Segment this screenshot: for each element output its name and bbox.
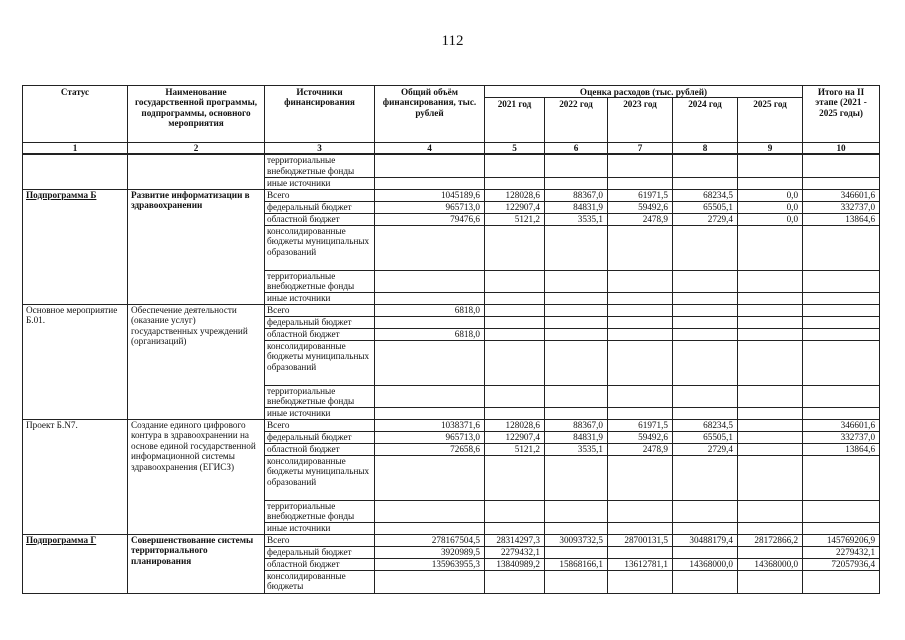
header-total: Общий объём финансирования, тыс. рублей (375, 86, 485, 143)
value-cell (803, 304, 880, 316)
value-cell (375, 270, 485, 292)
value-cell: 346601,6 (803, 189, 880, 201)
source-cell: территориальные внебюджетные фонды (265, 500, 375, 522)
value-cell (545, 546, 608, 558)
value-cell: 128028,6 (485, 419, 545, 431)
table-row (23, 419, 880, 431)
source-cell: консолидированные бюджеты муниципальных образований (265, 340, 375, 385)
value-cell (608, 304, 673, 316)
value-cell: 13612781,1 (608, 558, 673, 570)
value-cell (673, 522, 738, 534)
source-cell: федеральный бюджет (265, 431, 375, 443)
value-cell (485, 316, 545, 328)
value-cell (545, 340, 608, 385)
value-cell (738, 385, 803, 407)
value-cell: 88367,0 (545, 419, 608, 431)
column-number: 3 (265, 143, 375, 155)
source-cell: Всего (265, 419, 375, 431)
value-cell (375, 177, 485, 189)
value-cell: 332737,0 (803, 201, 880, 213)
value-cell (608, 500, 673, 522)
value-cell (545, 522, 608, 534)
value-cell (803, 270, 880, 292)
column-number-row (23, 143, 880, 155)
value-cell (375, 500, 485, 522)
value-cell (673, 154, 738, 177)
value-cell: 13864,6 (803, 443, 880, 455)
value-cell (375, 154, 485, 177)
name-cell: Обеспечение деятельности (оказание услуг) государственных учреждений (организаций) (128, 304, 265, 419)
value-cell: 72658,6 (375, 443, 485, 455)
table-row (23, 154, 880, 177)
header-year: 2021 год (485, 98, 545, 143)
financing-table (22, 85, 880, 594)
value-cell: 6818,0 (375, 304, 485, 316)
value-cell: 965713,0 (375, 431, 485, 443)
value-cell (485, 340, 545, 385)
value-cell (375, 455, 485, 500)
value-cell (485, 270, 545, 292)
value-cell (485, 304, 545, 316)
status-cell: Подпрограмма Б (23, 189, 128, 304)
value-cell: 1045189,6 (375, 189, 485, 201)
value-cell (545, 270, 608, 292)
header-year: 2023 год (608, 98, 673, 143)
value-cell (673, 570, 738, 593)
value-cell: 28700131,5 (608, 534, 673, 546)
value-cell: 0,0 (738, 213, 803, 225)
source-cell: консолидированные бюджеты муниципальных образований (265, 455, 375, 500)
value-cell (485, 407, 545, 419)
value-cell: 278167504,5 (375, 534, 485, 546)
table-row (23, 534, 880, 546)
value-cell (803, 154, 880, 177)
value-cell (738, 316, 803, 328)
source-cell: областной бюджет (265, 328, 375, 340)
source-cell: иные источники (265, 292, 375, 304)
value-cell (545, 500, 608, 522)
value-cell (485, 225, 545, 270)
value-cell (608, 546, 673, 558)
value-cell: 5121,2 (485, 213, 545, 225)
value-cell (738, 304, 803, 316)
value-cell: 145769206,9 (803, 534, 880, 546)
value-cell: 59492,6 (608, 431, 673, 443)
source-cell: федеральный бюджет (265, 546, 375, 558)
column-number: 10 (803, 143, 880, 155)
value-cell (803, 522, 880, 534)
value-cell: 68234,5 (673, 419, 738, 431)
source-cell: иные источники (265, 177, 375, 189)
value-cell: 2729,4 (673, 443, 738, 455)
name-cell: Развитие информатизации в здравоохранении (128, 189, 265, 304)
value-cell (673, 455, 738, 500)
value-cell (738, 292, 803, 304)
value-cell: 14368000,0 (738, 558, 803, 570)
value-cell: 332737,0 (803, 431, 880, 443)
value-cell (485, 522, 545, 534)
source-cell: федеральный бюджет (265, 201, 375, 213)
value-cell: 2478,9 (608, 213, 673, 225)
column-number: 4 (375, 143, 485, 155)
value-cell: 79476,6 (375, 213, 485, 225)
value-cell (738, 225, 803, 270)
page-number: 112 (441, 33, 464, 49)
header-stage-total: Итого на II этапе (2021 - 2025 годы) (803, 86, 880, 143)
value-cell (545, 385, 608, 407)
column-number: 2 (128, 143, 265, 155)
value-cell (545, 316, 608, 328)
source-cell: территориальные внебюджетные фонды (265, 270, 375, 292)
value-cell (673, 292, 738, 304)
value-cell: 3535,1 (545, 213, 608, 225)
value-cell: 0,0 (738, 189, 803, 201)
value-cell (738, 154, 803, 177)
value-cell: 965713,0 (375, 201, 485, 213)
value-cell: 15868166,1 (545, 558, 608, 570)
value-cell (673, 328, 738, 340)
name-cell (128, 154, 265, 189)
value-cell (673, 500, 738, 522)
value-cell (673, 177, 738, 189)
value-cell: 61971,5 (608, 419, 673, 431)
value-cell (608, 522, 673, 534)
value-cell (608, 177, 673, 189)
value-cell (485, 570, 545, 593)
status-cell: Проект Б.N7. (23, 419, 128, 534)
value-cell (375, 225, 485, 270)
value-cell (608, 340, 673, 385)
column-number: 8 (673, 143, 738, 155)
value-cell (738, 546, 803, 558)
value-cell (738, 328, 803, 340)
value-cell: 61971,5 (608, 189, 673, 201)
value-cell (608, 407, 673, 419)
value-cell (545, 154, 608, 177)
value-cell: 84831,9 (545, 201, 608, 213)
source-cell: иные источники (265, 407, 375, 419)
value-cell: 122907,4 (485, 431, 545, 443)
value-cell (375, 292, 485, 304)
source-cell: территориальные внебюджетные фонды (265, 154, 375, 177)
value-cell (485, 500, 545, 522)
value-cell: 84831,9 (545, 431, 608, 443)
column-number: 6 (545, 143, 608, 155)
value-cell (545, 455, 608, 500)
value-cell: 65505,1 (673, 201, 738, 213)
value-cell (738, 270, 803, 292)
source-cell: иные источники (265, 522, 375, 534)
value-cell (545, 225, 608, 270)
status-cell: Основное мероприятие Б.01. (23, 304, 128, 419)
value-cell (673, 385, 738, 407)
value-cell: 28314297,3 (485, 534, 545, 546)
value-cell (485, 455, 545, 500)
value-cell (738, 340, 803, 385)
value-cell (608, 316, 673, 328)
value-cell (375, 385, 485, 407)
value-cell (738, 443, 803, 455)
value-cell (738, 177, 803, 189)
value-cell (673, 304, 738, 316)
value-cell (803, 225, 880, 270)
value-cell (673, 407, 738, 419)
column-number: 5 (485, 143, 545, 155)
value-cell (673, 225, 738, 270)
value-cell (803, 177, 880, 189)
value-cell: 2478,9 (608, 443, 673, 455)
source-cell: Всего (265, 189, 375, 201)
table-row (23, 189, 880, 201)
header-year: 2022 год (545, 98, 608, 143)
value-cell: 30093732,5 (545, 534, 608, 546)
value-cell: 88367,0 (545, 189, 608, 201)
value-cell (608, 385, 673, 407)
value-cell (485, 328, 545, 340)
value-cell: 3920989,5 (375, 546, 485, 558)
value-cell (673, 340, 738, 385)
value-cell: 2279432,1 (803, 546, 880, 558)
value-cell (673, 316, 738, 328)
header-year: 2025 год (738, 98, 803, 143)
value-cell (375, 522, 485, 534)
value-cell (608, 292, 673, 304)
source-cell: федеральный бюджет (265, 316, 375, 328)
value-cell (738, 500, 803, 522)
value-cell (485, 385, 545, 407)
name-cell: Создание единого цифрового контура в здравоохранении на основе единой государственной информационной системы здравоохранения (ЕГИСЗ) (128, 419, 265, 534)
value-cell (803, 455, 880, 500)
value-cell: 30488179,4 (673, 534, 738, 546)
table-row (23, 304, 880, 316)
value-cell (803, 407, 880, 419)
value-cell: 0,0 (738, 201, 803, 213)
value-cell (608, 225, 673, 270)
value-cell (608, 455, 673, 500)
header-year: 2024 год (673, 98, 738, 143)
value-cell (545, 407, 608, 419)
status-cell: Подпрограмма Г (23, 534, 128, 593)
value-cell (375, 570, 485, 593)
value-cell (673, 546, 738, 558)
value-cell: 72057936,4 (803, 558, 880, 570)
value-cell: 2729,4 (673, 213, 738, 225)
value-cell (673, 270, 738, 292)
value-cell (608, 328, 673, 340)
value-cell (738, 407, 803, 419)
header-expense-group: Оценка расходов (тыс. рублей) (485, 86, 803, 98)
value-cell (803, 340, 880, 385)
source-cell: территориальные внебюджетные фонды (265, 385, 375, 407)
source-cell: областной бюджет (265, 213, 375, 225)
value-cell: 13840989,2 (485, 558, 545, 570)
source-cell: областной бюджет (265, 558, 375, 570)
value-cell (803, 316, 880, 328)
value-cell (545, 328, 608, 340)
value-cell (375, 340, 485, 385)
value-cell (545, 570, 608, 593)
column-number: 1 (23, 143, 128, 155)
source-cell: областной бюджет (265, 443, 375, 455)
source-cell: Всего (265, 304, 375, 316)
value-cell: 1038371,6 (375, 419, 485, 431)
value-cell (545, 304, 608, 316)
value-cell: 59492,6 (608, 201, 673, 213)
value-cell (738, 570, 803, 593)
value-cell: 6818,0 (375, 328, 485, 340)
value-cell (738, 419, 803, 431)
value-cell (803, 328, 880, 340)
value-cell: 28172866,2 (738, 534, 803, 546)
value-cell: 13864,6 (803, 213, 880, 225)
value-cell (803, 500, 880, 522)
name-cell: Совершенствование системы территориального планирования (128, 534, 265, 593)
value-cell (485, 177, 545, 189)
value-cell: 135963955,3 (375, 558, 485, 570)
header-name: Наименование государственной программы, подпрограммы, основного мероприятия (128, 86, 265, 143)
value-cell (375, 407, 485, 419)
value-cell (738, 455, 803, 500)
value-cell (608, 570, 673, 593)
value-cell (485, 154, 545, 177)
value-cell (738, 522, 803, 534)
header-sources: Источники финансирования (265, 86, 375, 143)
value-cell (738, 431, 803, 443)
column-number: 7 (608, 143, 673, 155)
source-cell: консолидированные бюджеты муниципальных образований (265, 225, 375, 270)
value-cell: 5121,2 (485, 443, 545, 455)
source-cell: Всего (265, 534, 375, 546)
source-cell: консолидированные бюджеты (265, 570, 375, 593)
value-cell (375, 316, 485, 328)
value-cell: 128028,6 (485, 189, 545, 201)
value-cell: 65505,1 (673, 431, 738, 443)
value-cell (803, 292, 880, 304)
header-status: Статус (23, 86, 128, 143)
value-cell (545, 177, 608, 189)
value-cell: 346601,6 (803, 419, 880, 431)
value-cell: 122907,4 (485, 201, 545, 213)
status-cell (23, 154, 128, 189)
value-cell (545, 292, 608, 304)
column-number: 9 (738, 143, 803, 155)
value-cell: 14368000,0 (673, 558, 738, 570)
value-cell: 3535,1 (545, 443, 608, 455)
value-cell (803, 385, 880, 407)
value-cell (485, 292, 545, 304)
value-cell (608, 270, 673, 292)
table-body (23, 154, 880, 593)
value-cell: 2279432,1 (485, 546, 545, 558)
value-cell (608, 154, 673, 177)
value-cell (803, 570, 880, 593)
value-cell: 68234,5 (673, 189, 738, 201)
